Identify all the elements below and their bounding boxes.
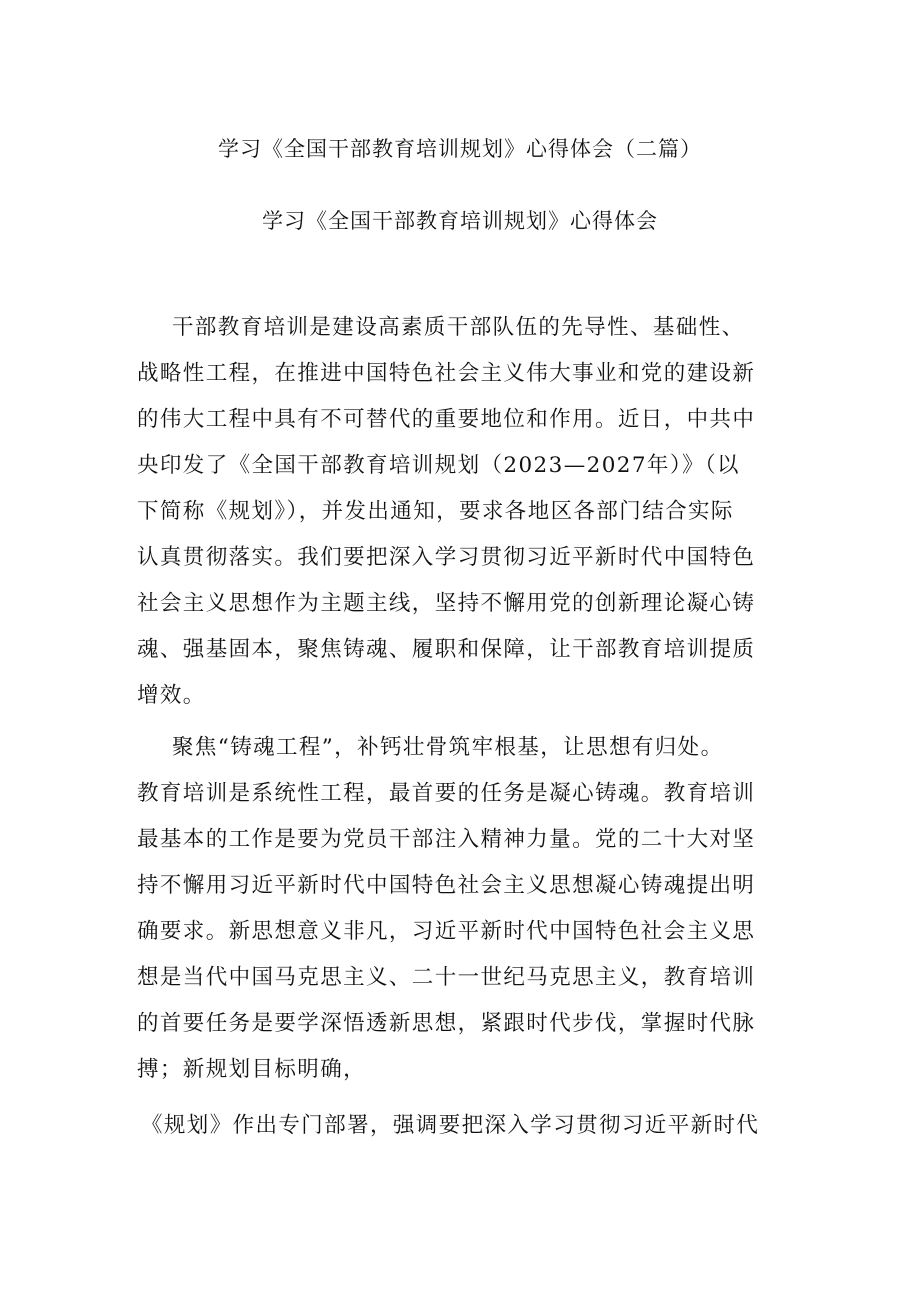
document-title: 学习《全国干部教育培训规划》心得体会（二篇） (218, 137, 702, 161)
body-line: 的首要任务是要学深悟透新思想，紧跟时代步伐，掌握时代脉 (137, 1011, 756, 1036)
body-line: 最基本的工作是要为党员干部注入精神力量。党的二十大对坚 (137, 827, 756, 852)
body-line: 想是当代中国马克思主义、二十一世纪马克思主义，教育培训 (137, 965, 756, 990)
body-line: 魂、强基固本，聚焦铸魂、履职和保障，让干部教育培训提质 (137, 637, 756, 662)
body-line: 教育培训是系统性工程，最首要的任务是凝心铸魂。教育培训 (137, 781, 756, 806)
body-line: 增效。 (137, 683, 206, 708)
body-line: 干部教育培训是建设高素质干部队伍的先导性、基础性、 (172, 315, 745, 340)
body-line: 的伟大工程中具有不可替代的重要地位和作用。近日，中共中 (137, 407, 756, 432)
body-line: 社会主义思想作为主题主线，坚持不懈用党的创新理论凝心铸 (137, 591, 756, 616)
body-line: 战略性工程，在推进中国特色社会主义伟大事业和党的建设新 (137, 361, 756, 386)
body-line: 聚焦“铸魂工程”，补钙壮骨筑牢根基，让思想有归处。 (172, 735, 724, 760)
body-line: 认真贯彻落实。我们要把深入学习贯彻习近平新时代中国特色 (137, 545, 756, 570)
body-line: 央印发了《全国干部教育培训规划（2023—2027年）》（以 (137, 453, 740, 478)
body-line: 搏；新规划目标明确， (137, 1057, 367, 1082)
body-line: 持不懈用习近平新时代中国特色社会主义思想凝心铸魂提出明 (137, 873, 756, 898)
body-line: 下简称《规划》），并发出通知，要求各地区各部门结合实际 (137, 499, 734, 524)
document-subtitle: 学习《全国干部教育培训规划》心得体会 (262, 209, 658, 233)
body-line: 《规划》作出专门部署，强调要把深入学习贯彻习近平新时代 (141, 1113, 760, 1138)
body-line: 确要求。新思想意义非凡，习近平新时代中国特色社会主义思 (137, 919, 756, 944)
